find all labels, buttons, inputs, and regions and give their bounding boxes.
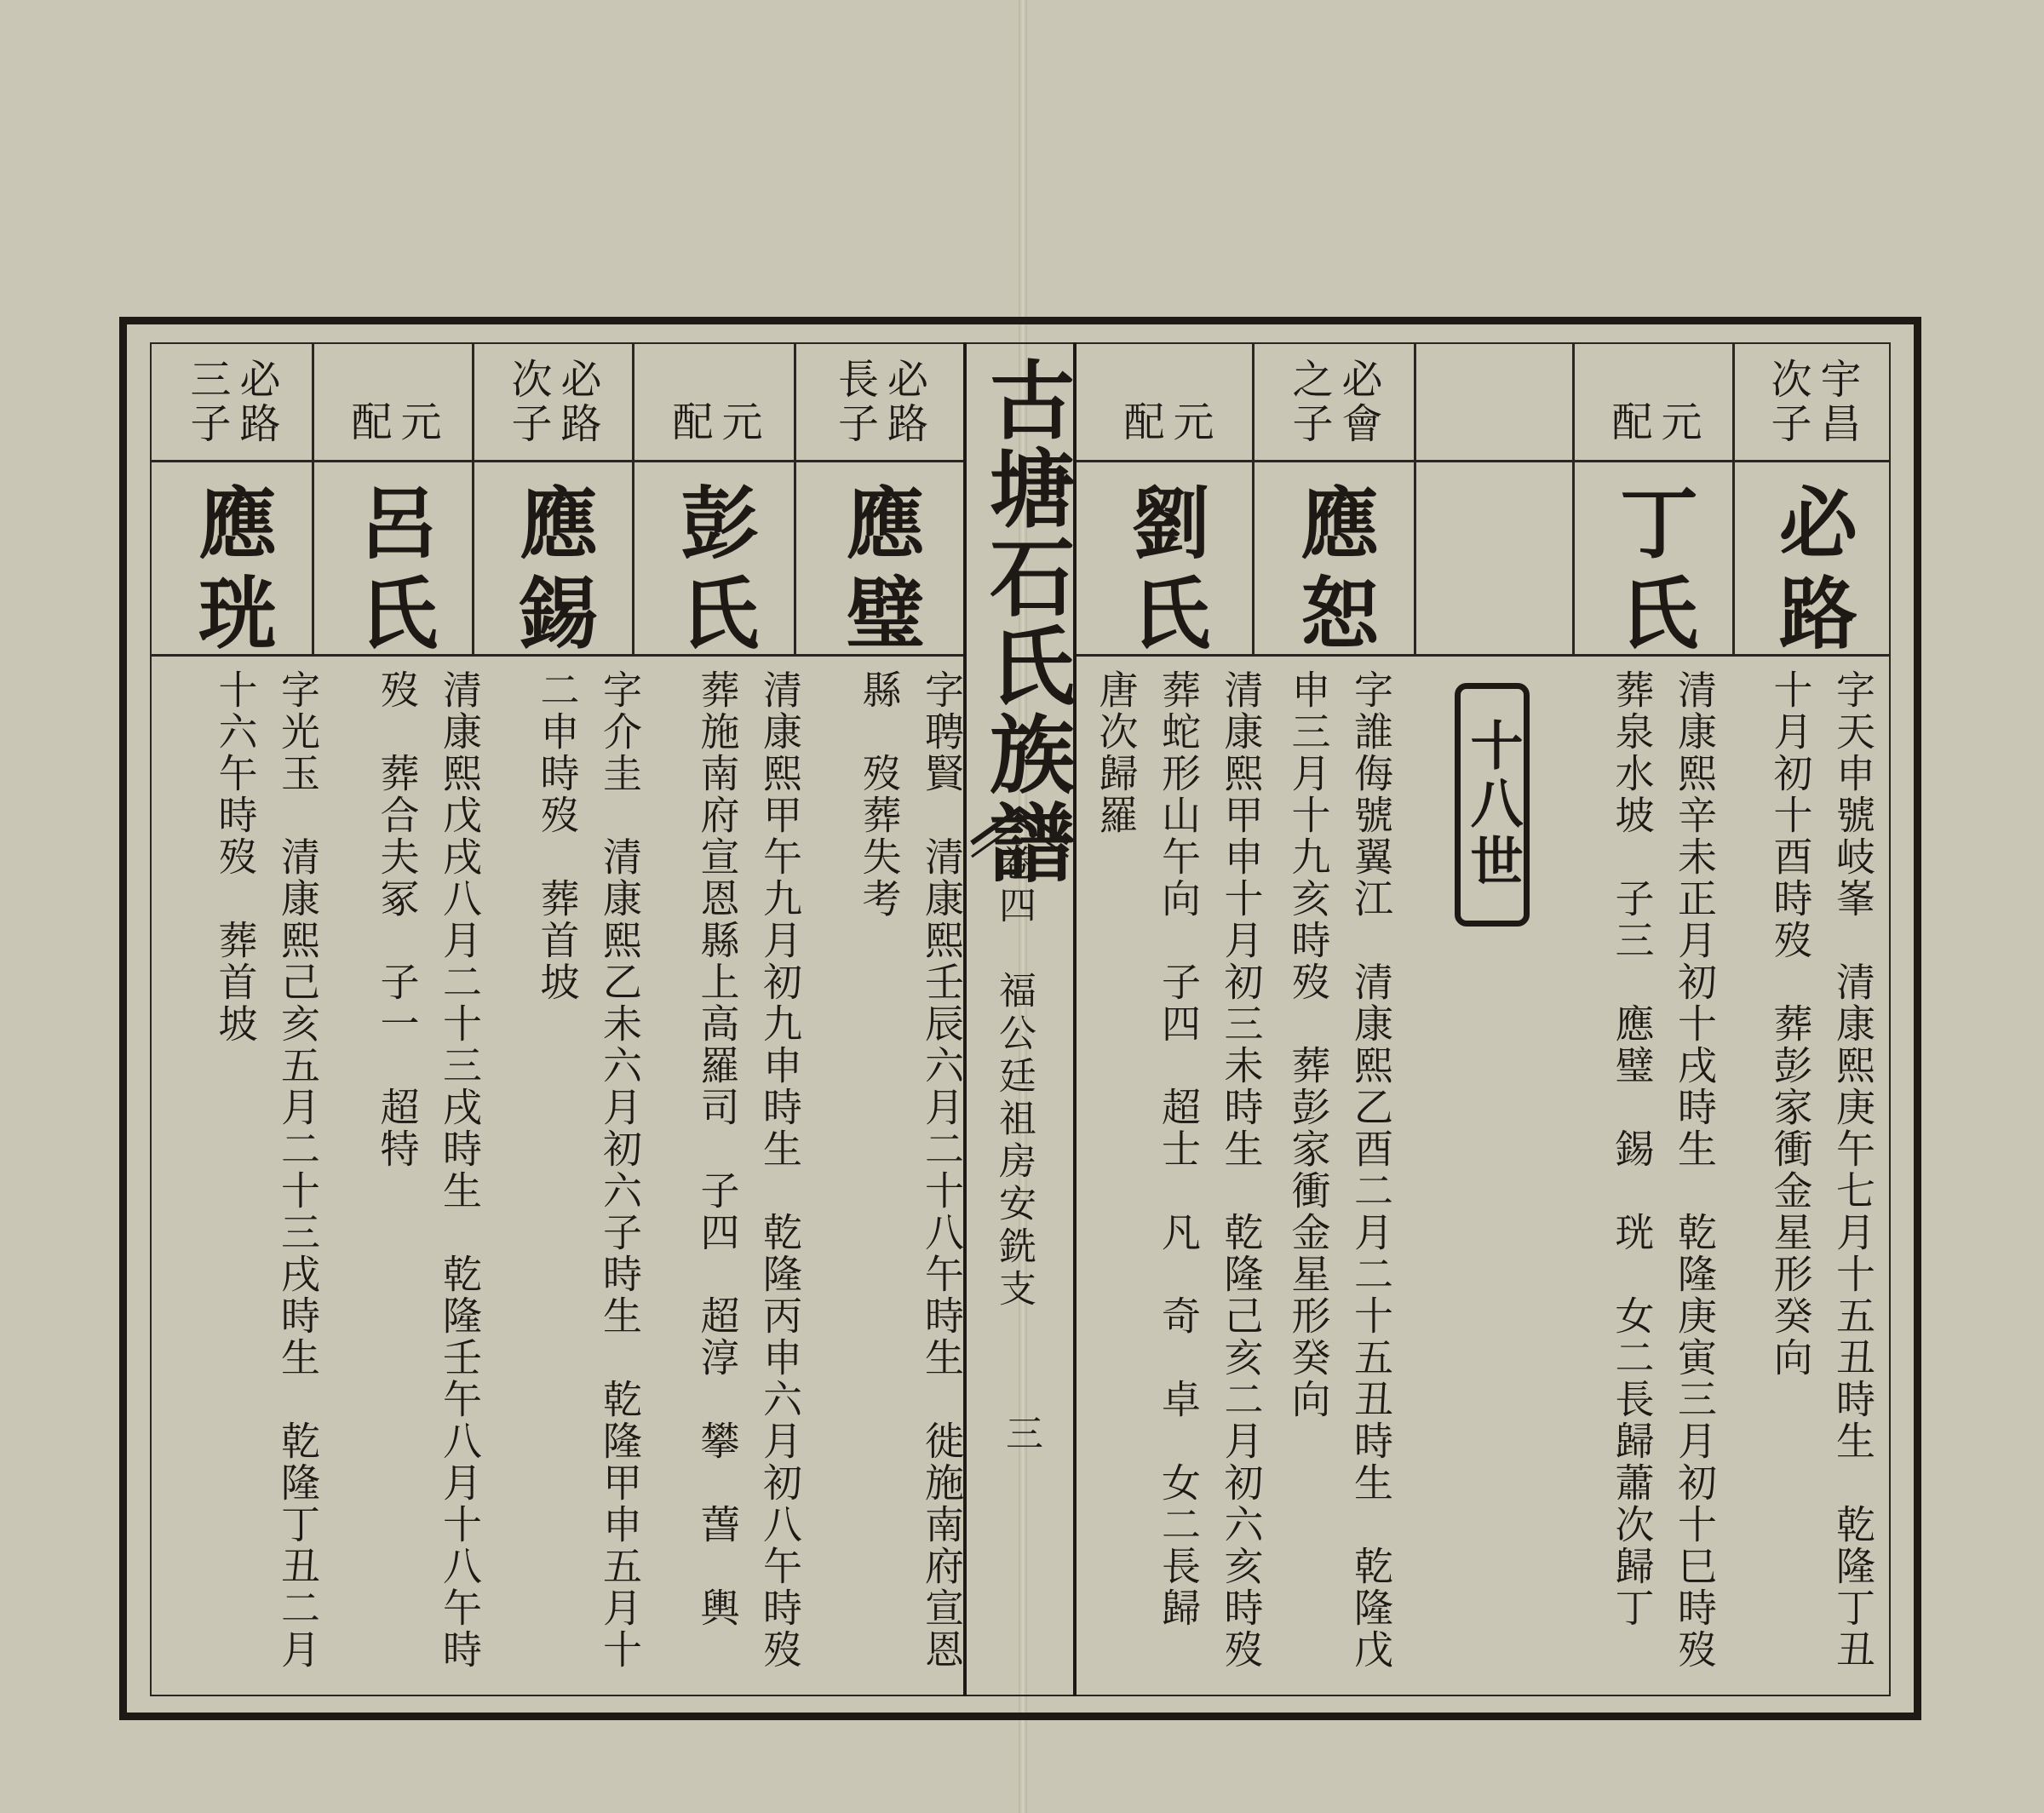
biography: 字聘賢 清康熙壬辰六月二十八午時生 徙施南府宣恩 縣 歿葬失考 (856, 669, 966, 1671)
biography: 字介圭 清康熙乙未六月初六子時生 乾隆甲申五月十 二申時歿 葬首坡 (534, 669, 644, 1671)
person-name: 應珖 (186, 482, 278, 663)
biography: 字光玉 清康熙己亥五月二十三戌時生 乾隆丁丑二月 十六午時歿 葬首坡 (212, 669, 322, 1671)
relation-cell: 必路 三子 (183, 358, 280, 446)
person-name: 呂氏 (347, 482, 439, 663)
relation-cell: 元 配 (1117, 400, 1214, 445)
biography: 清康熙辛未正月初十戌時生 乾隆庚寅三月初十巳時歿 葬泉水坡 子三 應璧 錫 珖 女二長歸蕭次歸丁 (1609, 669, 1719, 1671)
generation-stamp (1455, 683, 1530, 927)
biography: 字天申號岐峯 清康熙庚午七月十五丑時生 乾隆丁丑 十月初十酉時歿 葬彭家衝金星形癸向 (1767, 669, 1877, 1671)
divider-top-left (150, 460, 963, 462)
book-title: 古塘石氏族譜 (975, 356, 1076, 887)
relation-cell (1734, 358, 1891, 446)
relation-cell: 必會 之子 (1285, 358, 1382, 446)
relation-cell: 必路 次子 (504, 358, 601, 446)
person-name: 應恕 (1288, 482, 1380, 663)
page-number: 三 (999, 1414, 1042, 1451)
volume-line: 卷四 福公廷祖房安銑支 (992, 843, 1036, 1311)
person-name: 必路 (1766, 482, 1858, 663)
relation-father: 宇昌 (1813, 358, 1861, 446)
col-rule (1414, 342, 1416, 654)
biography: 清康熙戊戌八月二十三戌時生 乾隆壬午八月十八午時 歿 葬合夫冢 子一 超特 (374, 669, 484, 1671)
relation-rank: 次子 (1764, 358, 1811, 446)
divider-top-right (1077, 460, 1891, 462)
person-name: 應錫 (507, 482, 599, 663)
person-name: 劉氏 (1119, 482, 1211, 663)
person-name: 丁氏 (1607, 482, 1699, 663)
person-name: 應璧 (833, 482, 926, 663)
biography: 字誰侮號翼江 清康熙乙酉二月二十五丑時生 乾隆戊 申三月十九亥時歿 葬彭家衝金星形癸向 (1285, 669, 1395, 1671)
relation-cell: 元 配 (665, 400, 762, 445)
biography: 清康熙甲申十月初三未時生 乾隆己亥二月初六亥時歿 葬蛇形山午向 子四 超士 凡 奇 卓 女二長歸 唐次歸羅 (1093, 669, 1265, 1671)
relation-cell: 元 配 (344, 400, 441, 445)
relation-cell: 元 配 (1605, 400, 1702, 445)
relation-cell: 必路 長子 (830, 358, 928, 446)
generation-stamp-text: 十八世 (1461, 718, 1524, 892)
person-name: 彭氏 (668, 482, 760, 663)
biography: 清康熙甲午九月初九申時生 乾隆丙申六月初八午時歿 葬施南府宣恩縣上高羅司 子四 超淳 攀 萅 輿 (694, 669, 804, 1671)
